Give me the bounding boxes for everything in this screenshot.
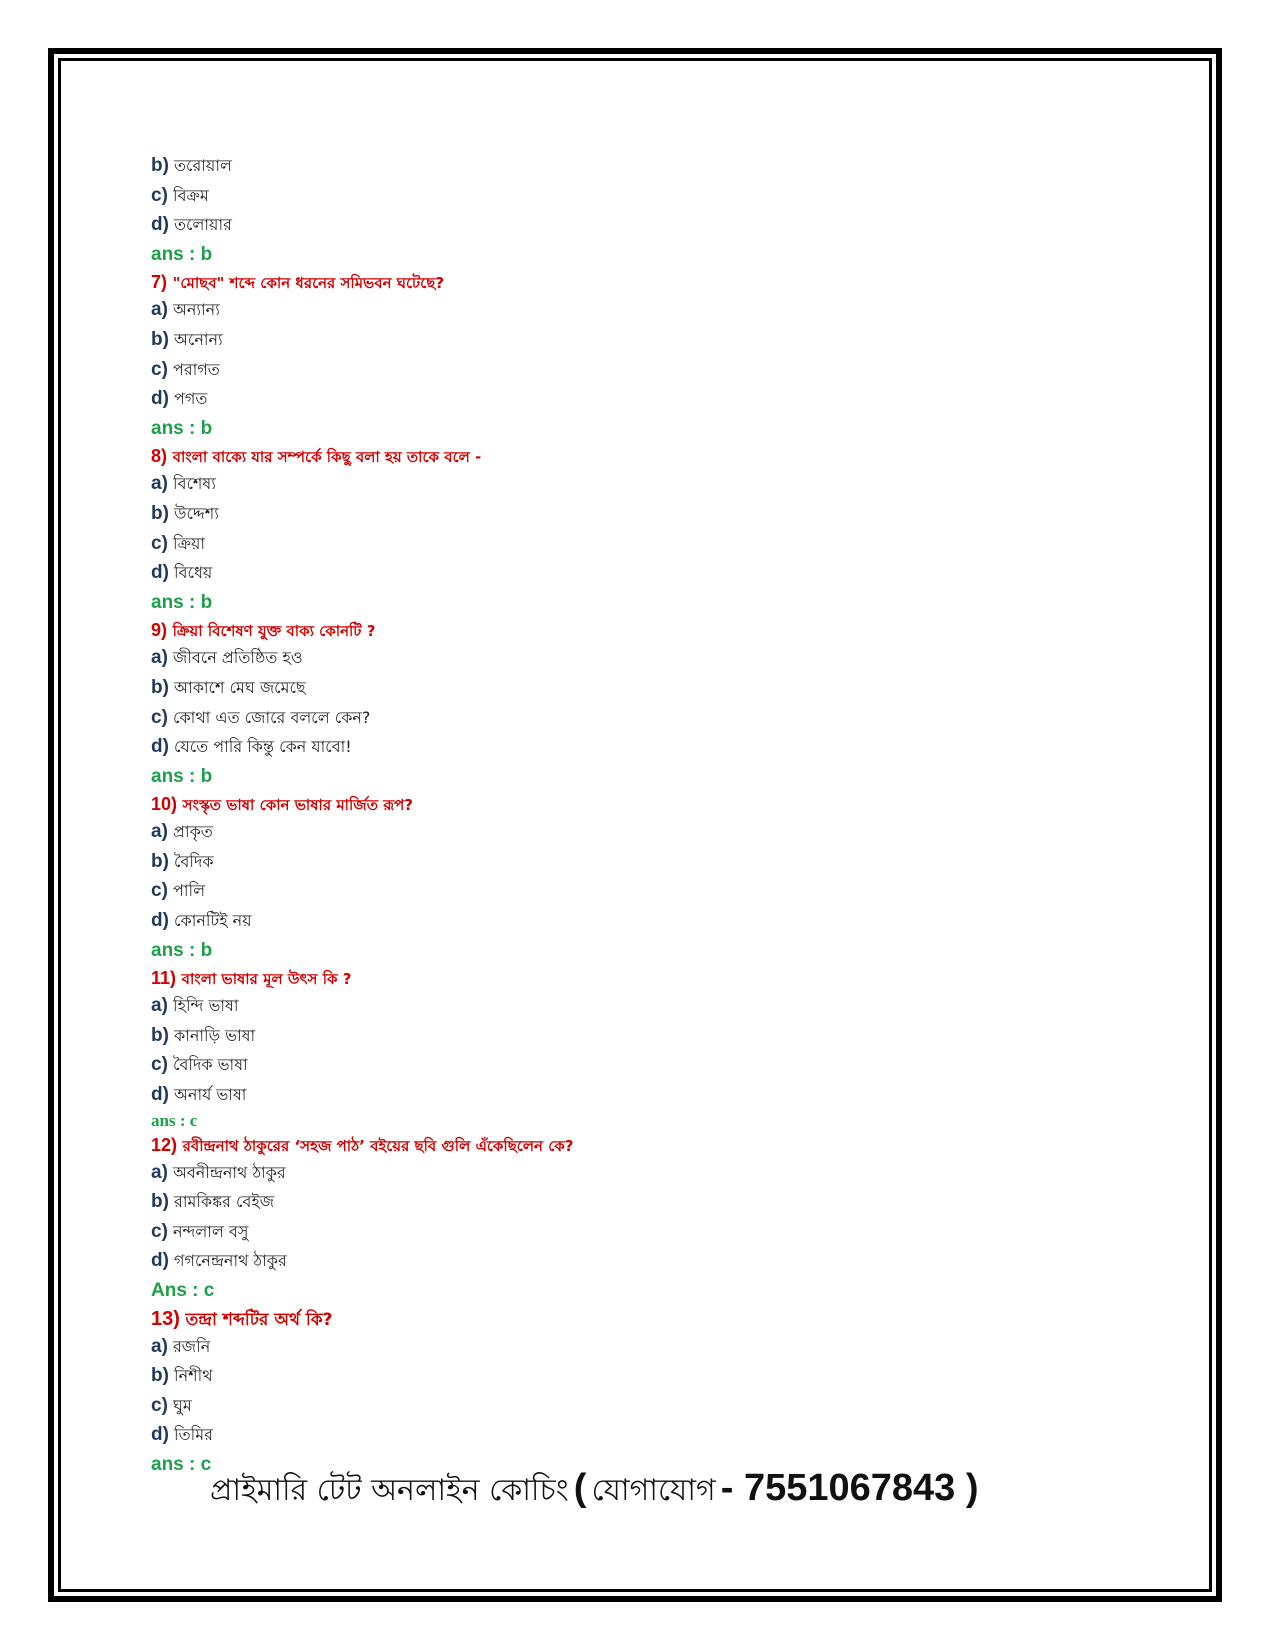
option-row xyxy=(151,1080,1151,1110)
option-text: বিশেষ্য xyxy=(173,474,216,494)
question-line xyxy=(151,1306,1151,1332)
footer-title: প্রাইমারি টেট অনলাইন কোচিং xyxy=(210,1473,569,1508)
question-text: "মোছব" শব্দে কোন ধরনের সমিভবন ঘটেছে? xyxy=(172,274,445,293)
question-number: 7) xyxy=(151,272,168,293)
question-number: 8) xyxy=(151,446,168,467)
option-row xyxy=(151,295,1151,325)
option-row xyxy=(151,1391,1151,1421)
option-text: পালি xyxy=(173,881,206,901)
answer-line: ans : c xyxy=(151,1453,212,1475)
option-label: d) xyxy=(151,388,169,410)
option-label: b) xyxy=(151,155,169,176)
option-label: b) xyxy=(151,850,169,872)
question-number: 12) xyxy=(151,1134,178,1155)
answer-line: ans : b xyxy=(151,591,213,613)
option-row xyxy=(151,469,1151,499)
option-row xyxy=(151,1361,1151,1391)
option-text: বৈদিক xyxy=(174,851,214,871)
option-row xyxy=(151,529,1151,559)
option-label: a) xyxy=(151,647,168,669)
answer-line: ans : b xyxy=(151,417,213,439)
option-text: তলোয়ার xyxy=(174,215,232,235)
option-label: c) xyxy=(151,880,168,902)
option-row xyxy=(151,1420,1151,1450)
footer-contact-label: যোগাযোগ xyxy=(591,1473,716,1508)
option-label: d) xyxy=(151,1084,169,1106)
option-text: তিমির xyxy=(174,1425,213,1445)
option-text: গগনেন্দ্রনাথ ঠাকুর xyxy=(174,1251,287,1271)
option-row xyxy=(151,499,1151,529)
option-row xyxy=(151,325,1151,355)
question-list xyxy=(151,151,1151,1480)
option-row xyxy=(151,181,1151,211)
option-text: কানাড়ি ভাষা xyxy=(174,1025,256,1045)
option-text: তরোয়াল xyxy=(174,156,232,175)
option-text: রজনি xyxy=(173,1336,211,1356)
option-row xyxy=(151,906,1151,936)
question-text: সংস্কৃত ভাষা কোন ভাষার মার্জিত রূপ? xyxy=(182,796,414,815)
option-label: d) xyxy=(151,214,169,236)
option-row xyxy=(151,558,1151,588)
option-text: যেতে পারি কিন্তু কেন যাবো! xyxy=(174,737,352,757)
option-text: পগত xyxy=(174,389,208,409)
answer-line: ans : c xyxy=(151,1110,198,1130)
option-label: b) xyxy=(151,676,169,698)
answer-line: ans : b xyxy=(151,243,213,265)
option-row xyxy=(151,703,1151,733)
option-row xyxy=(151,1187,1151,1217)
question-number: 13) xyxy=(151,1307,180,1330)
option-text: রামকিঙ্কর বেইজ xyxy=(174,1192,275,1212)
option-label: c) xyxy=(151,1394,168,1416)
option-text: নিশীথ xyxy=(174,1366,213,1386)
option-text: অনোন্য xyxy=(174,329,223,349)
option-row xyxy=(151,847,1151,877)
answer-line: ans : b xyxy=(151,939,213,961)
option-text: প্রাকৃত xyxy=(173,822,213,842)
option-row xyxy=(151,210,1151,240)
option-row xyxy=(151,1332,1151,1362)
option-label: c) xyxy=(151,1054,168,1076)
option-text: হিন্দি ভাষা xyxy=(173,996,239,1016)
option-label: d) xyxy=(151,1424,169,1446)
option-label: b) xyxy=(151,1365,169,1387)
option-text: বিধেয় xyxy=(174,563,213,583)
option-text: ঘুম xyxy=(173,1395,192,1415)
question-line xyxy=(151,269,1151,295)
option-text: কোথা এত জোরে বললে কেন? xyxy=(173,707,371,727)
answer-line: Ans : c xyxy=(151,1280,215,1301)
option-label: b) xyxy=(151,1024,169,1046)
option-row xyxy=(151,876,1151,906)
option-text: নন্দলাল বসু xyxy=(173,1221,249,1241)
option-label: a) xyxy=(151,1335,168,1357)
option-text: অবনীন্দ্রনাথ ঠাকুর xyxy=(173,1162,286,1182)
option-row xyxy=(151,643,1151,673)
option-row xyxy=(151,1217,1151,1247)
option-text: অন্যান্য xyxy=(173,300,220,320)
option-label: a) xyxy=(151,299,168,321)
option-label: c) xyxy=(151,1220,168,1242)
option-row xyxy=(151,1021,1151,1051)
footer-phone: - 7551067843 ) xyxy=(720,1467,979,1509)
option-label: d) xyxy=(151,1250,169,1272)
option-label: a) xyxy=(151,1161,168,1183)
question-number: 9) xyxy=(151,620,168,641)
option-row xyxy=(151,1050,1151,1080)
question-text: বাংলা ভাষার মূল উৎস কি ? xyxy=(181,970,352,989)
option-row xyxy=(151,817,1151,847)
option-text: বৈদিক ভাষা xyxy=(173,1055,248,1075)
question-line xyxy=(151,1132,1151,1158)
option-row xyxy=(151,673,1151,703)
option-text: জীবনে প্রতিষ্ঠিত হও xyxy=(173,648,303,668)
option-label: a) xyxy=(151,821,168,843)
option-label: c) xyxy=(151,358,168,380)
option-label: b) xyxy=(151,502,169,524)
option-label: d) xyxy=(151,562,169,584)
option-label: a) xyxy=(151,995,168,1017)
question-line xyxy=(151,965,1151,991)
option-text: কোনটিই নয় xyxy=(174,911,252,931)
option-text: বিক্রম xyxy=(173,185,209,205)
answer-line: ans : b xyxy=(151,765,213,787)
option-label: c) xyxy=(151,532,168,554)
option-label: c) xyxy=(151,706,168,728)
option-label: c) xyxy=(151,184,168,206)
option-row xyxy=(151,355,1151,385)
option-label: a) xyxy=(151,473,168,495)
footer-paren-open: ( xyxy=(573,1467,587,1509)
question-text: ক্রিয়া বিশেষণ যুক্ত বাক্য কোনটি ? xyxy=(172,622,376,641)
option-row xyxy=(151,732,1151,762)
question-number: 11) xyxy=(151,968,177,989)
option-text: অনার্য ভাষা xyxy=(174,1085,247,1105)
option-text: পরাগত xyxy=(173,359,220,379)
question-text: বাংলা বাক্যে যার সম্পর্কে কিছু বলা হয় তাকে বলে - xyxy=(172,448,482,467)
option-row xyxy=(151,991,1151,1021)
option-label: b) xyxy=(151,328,169,350)
option-text: আকাশে মেঘ জমেছে xyxy=(174,677,306,697)
option-text: উদ্দেশ্য xyxy=(174,503,219,523)
option-label: d) xyxy=(151,910,169,932)
option-row xyxy=(151,1246,1151,1276)
question-text: তন্দ্রা শব্দটির অর্থ কি? xyxy=(185,1309,333,1330)
question-line xyxy=(151,791,1151,817)
option-row xyxy=(151,151,1151,181)
option-row xyxy=(151,384,1151,414)
option-label: d) xyxy=(151,736,169,758)
question-text: রবীন্দ্রনাথ ঠাকুরের ‘সহজ পাঠ’ বইয়ের ছবি গুলি এঁকেছিলেন কে? xyxy=(182,1136,574,1155)
question-line xyxy=(151,443,1151,469)
question-number: 10) xyxy=(151,794,178,815)
option-text: ক্রিয়া xyxy=(173,533,206,553)
option-label: b) xyxy=(151,1191,169,1213)
question-line xyxy=(151,617,1151,643)
footer-banner xyxy=(210,1468,979,1515)
option-row xyxy=(151,1158,1151,1188)
